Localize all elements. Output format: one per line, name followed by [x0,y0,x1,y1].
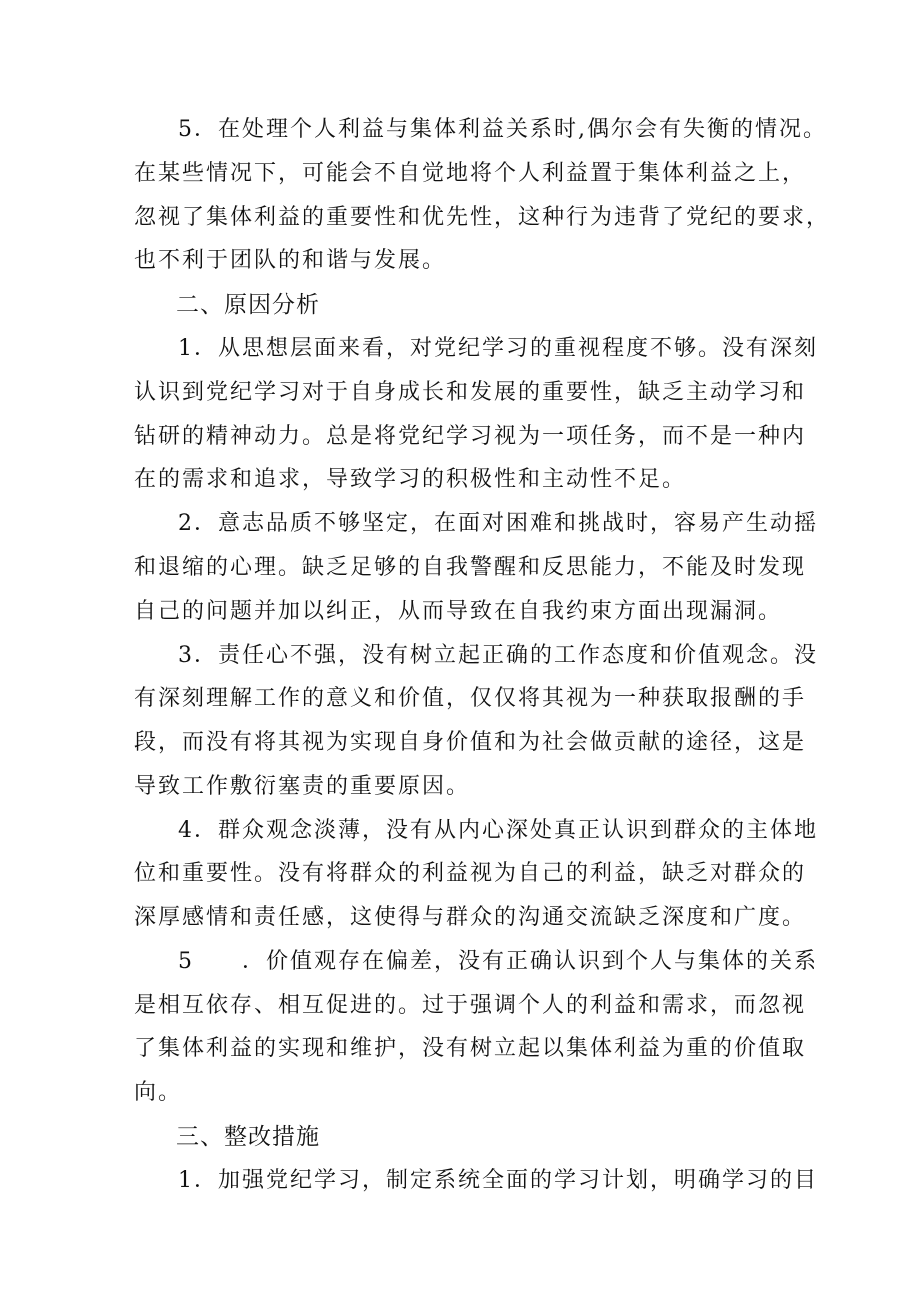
paragraph-line: 在的需求和追求，导致学习的积极性和主动性不足。 [134,467,687,492]
paragraph-line: 在某些情况下，可能会不自觉地将个人利益置于集体利益之上， [134,161,807,186]
paragraph-line: 5 ．价值观存在偏差，没有正确认识到个人与集体的关系 [178,949,818,974]
paragraph-line: 5．在处理个人利益与集体利益关系时,偶尔会有失衡的情况。 [178,117,827,142]
paragraph-line: 是相互依存、相互促进的。过于强调个人的利益和需求，而忽视 [134,993,807,1018]
paragraph-line: 导致工作敷衍塞责的重要原因。 [134,774,471,799]
paragraph-line: 了集体利益的实现和维护，没有树立起以集体利益为重的价值取 [134,1036,807,1061]
paragraph-line: 2．意志品质不够坚定，在面对困难和挑战时，容易产生动摇 [178,511,818,536]
paragraph-line: 认识到党纪学习对于自身成长和发展的重要性，缺乏主动学习和 [134,380,807,405]
paragraph-line: 钻研的精神动力。总是将党纪学习视为一项任务，而不是一种内 [134,424,807,449]
paragraph-line: 有深刻理解工作的意义和价值，仅仅将其视为一种获取报酬的手 [134,686,807,711]
paragraph-line: 位和重要性。没有将群众的利益视为自己的利益，缺乏对群众的 [134,861,807,886]
paragraph-line: 4．群众观念淡薄，没有从内心深处真正认识到群众的主体地 [178,818,818,843]
paragraph-line: 自己的问题并加以纠正，从而导致在自我约束方面出现漏洞。 [134,599,783,624]
section-heading: 二、原因分析 [176,292,320,318]
paragraph-line: 向。 [134,1080,183,1105]
paragraph-line: 忽视了集体利益的重要性和优先性，这种行为违背了党纪的要求， [134,205,831,230]
paragraph-line: 和退缩的心理。缺乏足够的自我警醒和反思能力，不能及时发现 [134,555,807,580]
paragraph-line: 深厚感情和责任感，这使得与群众的沟通交流缺乏深度和广度。 [134,905,807,930]
section-heading: 三、整改措施 [176,1124,320,1150]
paragraph-line: 1．加强党纪学习，制定系统全面的学习计划，明确学习的目 [178,1168,818,1193]
paragraph-line: 1．从思想层面来看，对党纪学习的重视程度不够。没有深刻 [178,336,818,361]
paragraph-line: 也不利于团队的和谐与发展。 [134,248,447,273]
paragraph-line: 3．责任心不强，没有树立起正确的工作态度和价值观念。没 [178,643,818,668]
paragraph-line: 段，而没有将其视为实现自身价值和为社会做贡献的途径，这是 [134,730,807,755]
